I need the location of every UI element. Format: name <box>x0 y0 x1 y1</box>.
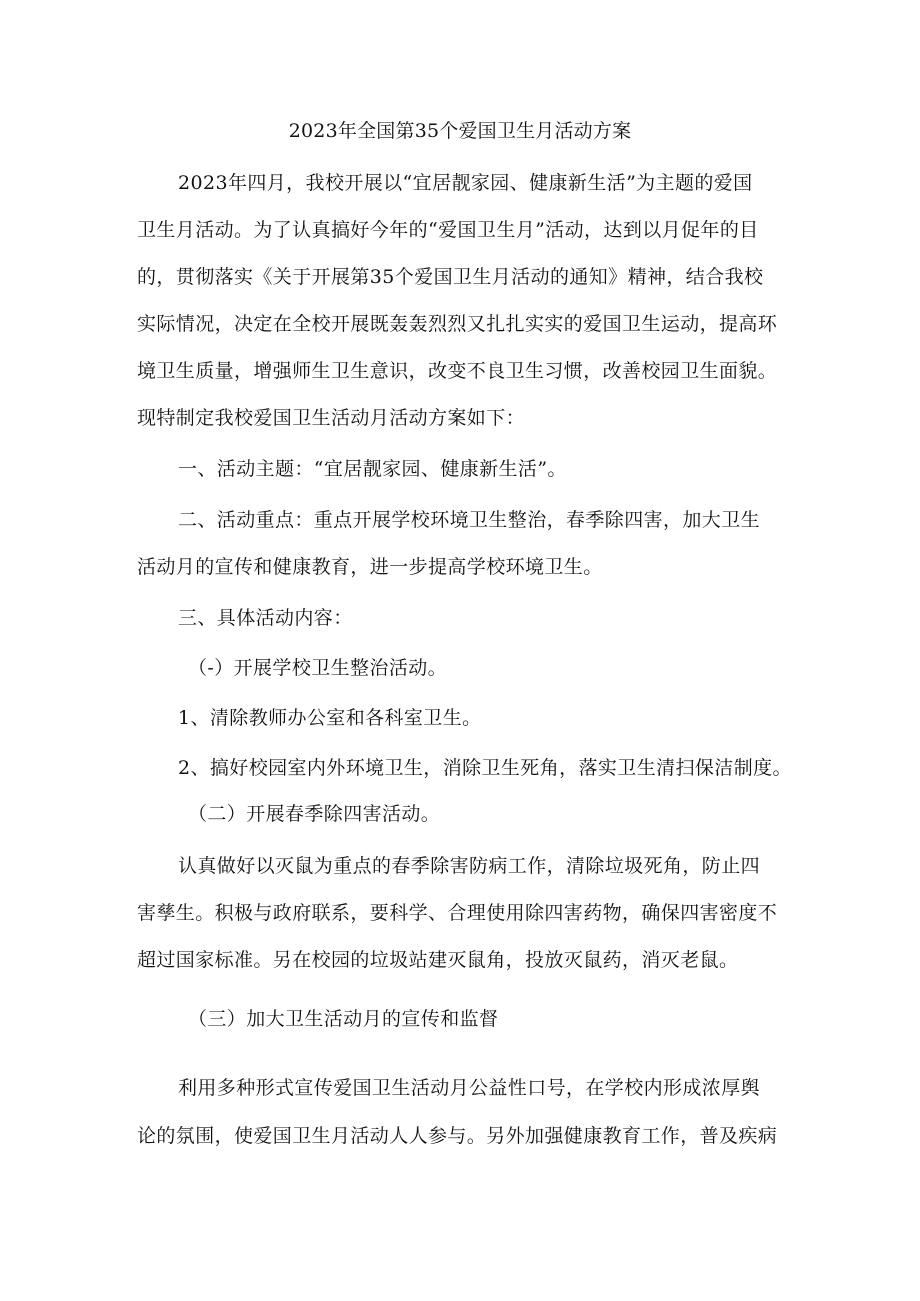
paragraph-line: 论的氛围，使爱国卫生月活动人人参与。另外加强健康教育工作，普及疾病 <box>137 1125 778 1147</box>
paragraph-line: 利用多种形式宣传爱国卫生活动月公益性口号，在学校内形成浓厚舆 <box>178 1077 761 1099</box>
paragraph-line: 害孳生。积极与政府联系，要科学、合理使用除四害药物，确保四害密度不 <box>137 902 778 924</box>
paragraph-line: 2023年四月，我校开展以“宜居靓家园、健康新生活”为主题的爱国 <box>178 172 753 194</box>
subsection-heading: （二）开展春季除四害活动。 <box>188 803 441 825</box>
subsection-heading: （三）加大卫生活动月的宣传和监督 <box>188 1008 499 1030</box>
section-heading: 三、具体活动内容： <box>178 607 353 629</box>
document-title: 2023年全国第35个爱国卫生月活动方案 <box>288 120 632 142</box>
section-heading: 一、活动主题：“宜居靓家园、健康新生活”。 <box>178 458 567 480</box>
paragraph-line: 实际情况，决定在全校开展既轰轰烈烈又扎扎实实的爱国卫生运动，提高环 <box>137 313 778 335</box>
paragraph-line: 境卫生质量，增强师生卫生意识，改变不良卫生习惯，改善校园卫生面貌。 <box>137 360 778 382</box>
list-item: 1、清除教师办公室和各科室卫生。 <box>178 707 482 729</box>
paragraph-line: 超过国家标准。另在校园的垃圾站建灭鼠角，投放灭鼠药，消灭老鼠。 <box>137 949 739 971</box>
paragraph-line: 的，贯彻落实《关于开展第35个爱国卫生月活动的通知》精神，结合我校 <box>137 266 764 288</box>
paragraph-line: 现特制定我校爱国卫生活动月活动方案如下： <box>137 407 526 429</box>
list-item: 2、搞好校园室内外环境卫生，消除卫生死角，落实卫生清扫保洁制度。 <box>178 757 792 779</box>
paragraph-line: 二、活动重点：重点开展学校环境卫生整治，春季除四害，加大卫生 <box>178 509 761 531</box>
paragraph-line: 活动月的宣传和健康教育，进一步提高学校环境卫生。 <box>137 556 603 578</box>
paragraph-line: 认真做好以灭鼠为重点的春季除害防病工作，清除垃圾死角，防止四 <box>178 855 761 877</box>
paragraph-line: 卫生月活动。为了认真搞好今年的“爱国卫生月”活动，达到以月促年的目 <box>137 219 759 241</box>
subsection-heading: （-）开展学校卫生整治活动。 <box>188 657 448 679</box>
